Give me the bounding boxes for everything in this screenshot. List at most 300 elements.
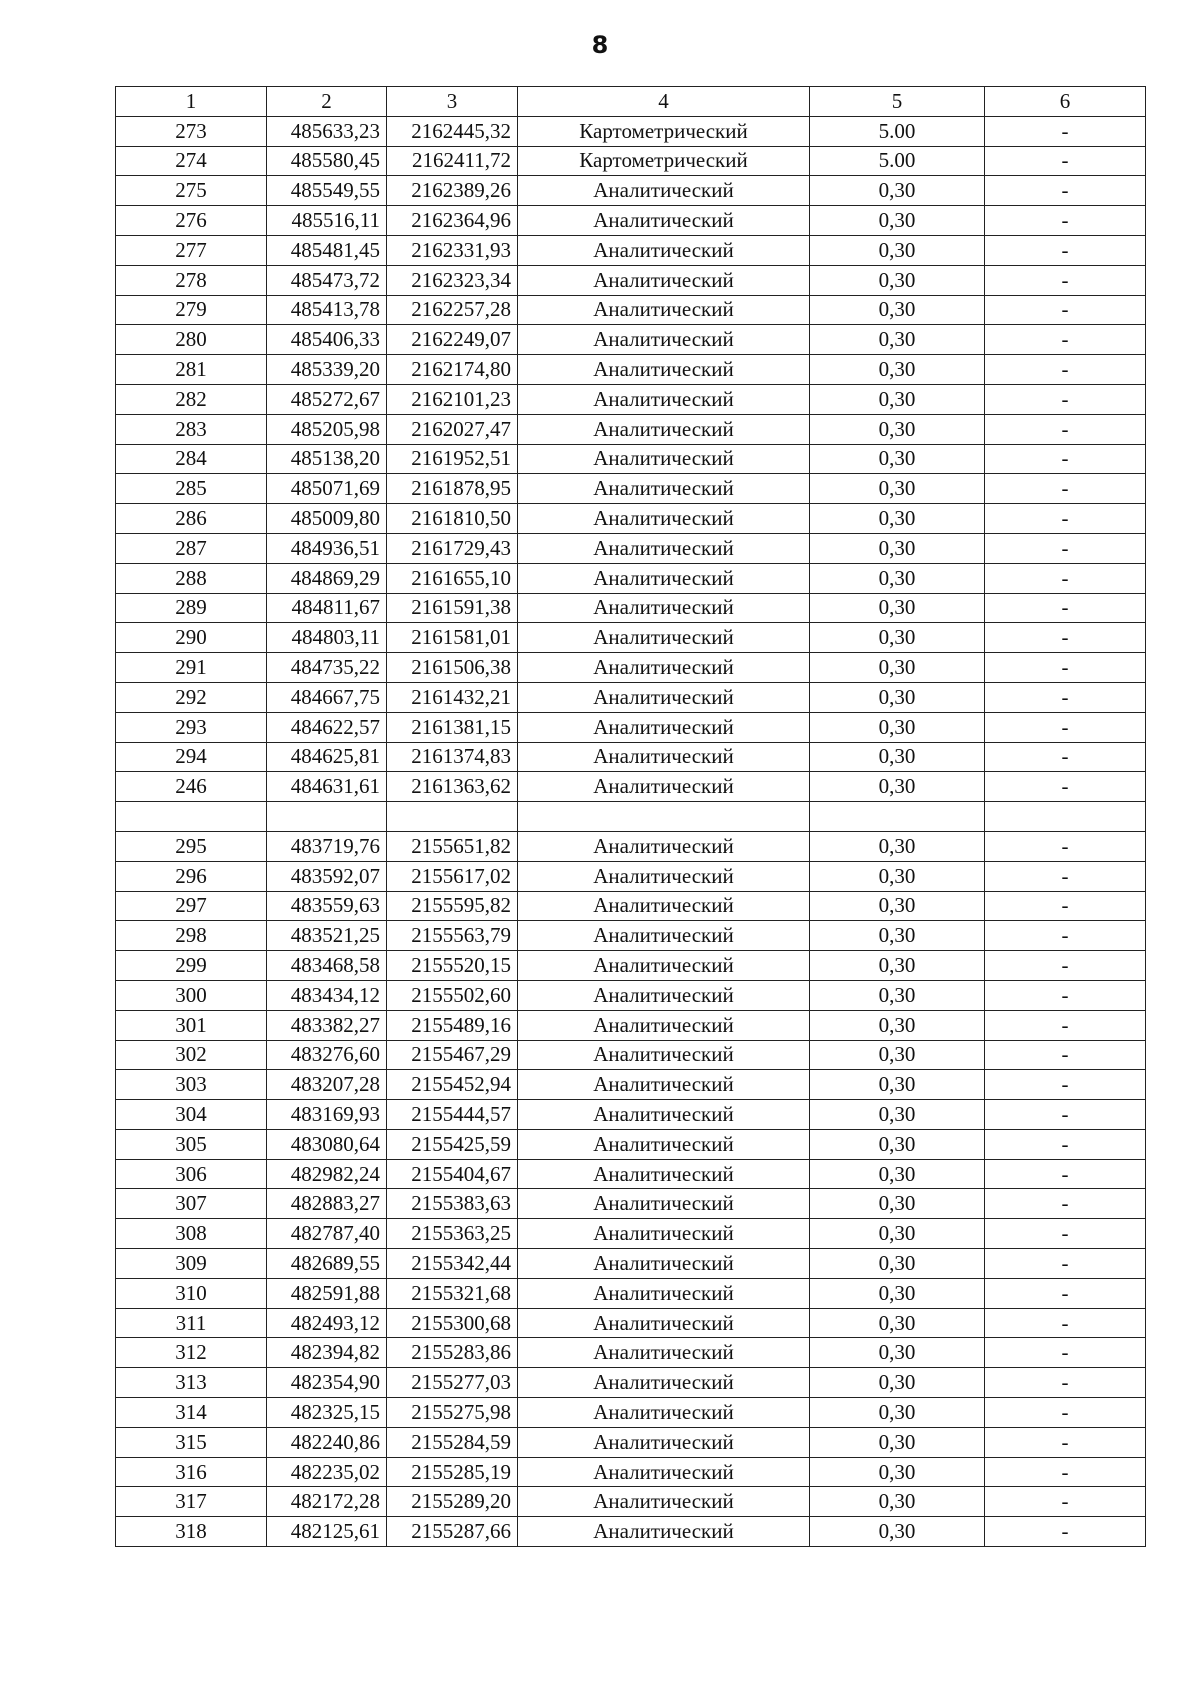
x-coordinate-cell: 482325,15: [267, 1398, 387, 1428]
table-row: [116, 1338, 1146, 1368]
x-coordinate-cell: 485633,23: [267, 116, 387, 146]
x-coordinate-cell: 485138,20: [267, 444, 387, 474]
method-cell: Аналитический: [518, 951, 810, 981]
method-cell: Аналитический: [518, 504, 810, 534]
note-cell: -: [985, 951, 1146, 981]
y-coordinate-cell: 2162445,32: [387, 116, 518, 146]
point-number-cell: 285: [116, 474, 267, 504]
point-number-cell: 303: [116, 1070, 267, 1100]
table-row: [116, 831, 1146, 861]
method-cell: Аналитический: [518, 980, 810, 1010]
y-coordinate-cell: 2155289,20: [387, 1487, 518, 1517]
point-number-cell: 279: [116, 295, 267, 325]
y-coordinate-cell: 2162364,96: [387, 206, 518, 236]
point-number-cell: 304: [116, 1100, 267, 1130]
note-cell: -: [985, 384, 1146, 414]
x-coordinate-cell: 482493,12: [267, 1308, 387, 1338]
x-coordinate-cell: 484667,75: [267, 682, 387, 712]
accuracy-cell: 0,30: [810, 176, 985, 206]
x-coordinate-cell: 485473,72: [267, 265, 387, 295]
note-cell: -: [985, 623, 1146, 653]
accuracy-cell: 0,30: [810, 206, 985, 236]
method-cell: Аналитический: [518, 1040, 810, 1070]
method-cell: Аналитический: [518, 1159, 810, 1189]
note-cell: -: [985, 891, 1146, 921]
accuracy-cell: 0,30: [810, 712, 985, 742]
y-coordinate-cell: 2155283,86: [387, 1338, 518, 1368]
table-row: [116, 1398, 1146, 1428]
point-number-cell: 307: [116, 1189, 267, 1219]
note-cell: -: [985, 653, 1146, 683]
method-cell: Аналитический: [518, 1487, 810, 1517]
method-cell: Аналитический: [518, 1308, 810, 1338]
x-coordinate-cell: 482982,24: [267, 1159, 387, 1189]
method-cell: Аналитический: [518, 653, 810, 683]
point-number-cell: 309: [116, 1249, 267, 1279]
x-coordinate-cell: 485071,69: [267, 474, 387, 504]
note-cell: -: [985, 1189, 1146, 1219]
accuracy-cell: 0,30: [810, 1129, 985, 1159]
note-cell: -: [985, 1338, 1146, 1368]
note-cell: -: [985, 1159, 1146, 1189]
page-number: 8: [591, 31, 609, 59]
point-number-cell: 284: [116, 444, 267, 474]
note-cell: -: [985, 1100, 1146, 1130]
y-coordinate-cell: 2161591,38: [387, 593, 518, 623]
table-row: [116, 712, 1146, 742]
accuracy-cell: 0,30: [810, 623, 985, 653]
method-cell: Аналитический: [518, 772, 810, 802]
y-coordinate-cell: 2155383,63: [387, 1189, 518, 1219]
accuracy-cell: 0,30: [810, 891, 985, 921]
accuracy-cell: 0,30: [810, 325, 985, 355]
x-coordinate-cell: 484622,57: [267, 712, 387, 742]
method-cell: Аналитический: [518, 1398, 810, 1428]
table-row: [116, 1278, 1146, 1308]
x-coordinate-cell: 483382,27: [267, 1010, 387, 1040]
x-coordinate-cell: 482689,55: [267, 1249, 387, 1279]
method-cell: Аналитический: [518, 206, 810, 236]
accuracy-cell: 0,30: [810, 355, 985, 385]
header-cell: 3: [387, 87, 518, 117]
accuracy-cell: 5.00: [810, 116, 985, 146]
table-row: [116, 951, 1146, 981]
point-number-cell: 278: [116, 265, 267, 295]
accuracy-cell: 0,30: [810, 593, 985, 623]
point-number-cell: 296: [116, 861, 267, 891]
y-coordinate-cell: 2155404,67: [387, 1159, 518, 1189]
x-coordinate-cell: 484735,22: [267, 653, 387, 683]
note-cell: -: [985, 325, 1146, 355]
accuracy-cell: 0,30: [810, 504, 985, 534]
table-row: [116, 265, 1146, 295]
x-coordinate-cell: 485406,33: [267, 325, 387, 355]
table-row: [116, 414, 1146, 444]
table-row: [116, 653, 1146, 683]
note-cell: -: [985, 1487, 1146, 1517]
x-coordinate-cell: 484811,67: [267, 593, 387, 623]
table-row: [116, 682, 1146, 712]
accuracy-cell: 0,30: [810, 1189, 985, 1219]
point-number-cell: 316: [116, 1457, 267, 1487]
table-row: [116, 1249, 1146, 1279]
method-cell: Аналитический: [518, 176, 810, 206]
y-coordinate-cell: 2162027,47: [387, 414, 518, 444]
table-row: [116, 206, 1146, 236]
accuracy-cell: 0,30: [810, 1040, 985, 1070]
y-coordinate-cell: 2161810,50: [387, 504, 518, 534]
y-coordinate-cell: 2155287,66: [387, 1517, 518, 1547]
method-cell: Аналитический: [518, 593, 810, 623]
y-coordinate-cell: 2161952,51: [387, 444, 518, 474]
y-coordinate-cell: 2161878,95: [387, 474, 518, 504]
table-row: [116, 802, 1146, 832]
point-number-cell: 293: [116, 712, 267, 742]
table-row: [116, 146, 1146, 176]
x-coordinate-cell: 482235,02: [267, 1457, 387, 1487]
note-cell: -: [985, 742, 1146, 772]
x-coordinate-cell: 484803,11: [267, 623, 387, 653]
point-number-cell: 287: [116, 533, 267, 563]
method-cell: Аналитический: [518, 861, 810, 891]
point-number-cell: 308: [116, 1219, 267, 1249]
y-coordinate-cell: 2155502,60: [387, 980, 518, 1010]
point-number-cell: 289: [116, 593, 267, 623]
note-cell: -: [985, 1010, 1146, 1040]
accuracy-cell: 5.00: [810, 146, 985, 176]
note-cell: -: [985, 921, 1146, 951]
note-cell: -: [985, 980, 1146, 1010]
accuracy-cell: 0,30: [810, 265, 985, 295]
method-cell: Аналитический: [518, 1010, 810, 1040]
table-row: [116, 384, 1146, 414]
note-cell: [985, 802, 1146, 832]
y-coordinate-cell: 2155467,29: [387, 1040, 518, 1070]
note-cell: -: [985, 1249, 1146, 1279]
note-cell: -: [985, 831, 1146, 861]
method-cell: Аналитический: [518, 831, 810, 861]
x-coordinate-cell: 485413,78: [267, 295, 387, 325]
y-coordinate-cell: 2161581,01: [387, 623, 518, 653]
accuracy-cell: 0,30: [810, 1249, 985, 1279]
table-row: [116, 1100, 1146, 1130]
point-number-cell: [116, 802, 267, 832]
x-coordinate-cell: 482591,88: [267, 1278, 387, 1308]
y-coordinate-cell: 2155444,57: [387, 1100, 518, 1130]
table-row: [116, 1070, 1146, 1100]
method-cell: Аналитический: [518, 384, 810, 414]
accuracy-cell: 0,30: [810, 951, 985, 981]
method-cell: Аналитический: [518, 444, 810, 474]
method-cell: Аналитический: [518, 235, 810, 265]
note-cell: -: [985, 1219, 1146, 1249]
point-number-cell: 282: [116, 384, 267, 414]
x-coordinate-cell: 482354,90: [267, 1368, 387, 1398]
method-cell: Аналитический: [518, 682, 810, 712]
accuracy-cell: [810, 802, 985, 832]
x-coordinate-cell: 482172,28: [267, 1487, 387, 1517]
x-coordinate-cell: 484625,81: [267, 742, 387, 772]
point-number-cell: 305: [116, 1129, 267, 1159]
accuracy-cell: 0,30: [810, 563, 985, 593]
y-coordinate-cell: 2155342,44: [387, 1249, 518, 1279]
point-number-cell: 292: [116, 682, 267, 712]
accuracy-cell: 0,30: [810, 1219, 985, 1249]
method-cell: Аналитический: [518, 623, 810, 653]
x-coordinate-cell: 483169,93: [267, 1100, 387, 1130]
point-number-cell: 317: [116, 1487, 267, 1517]
y-coordinate-cell: 2161374,83: [387, 742, 518, 772]
point-number-cell: 313: [116, 1368, 267, 1398]
x-coordinate-cell: 485481,45: [267, 235, 387, 265]
y-coordinate-cell: 2162411,72: [387, 146, 518, 176]
table-row: [116, 355, 1146, 385]
y-coordinate-cell: 2155489,16: [387, 1010, 518, 1040]
note-cell: -: [985, 1427, 1146, 1457]
y-coordinate-cell: 2155651,82: [387, 831, 518, 861]
y-coordinate-cell: 2162174,80: [387, 355, 518, 385]
y-coordinate-cell: [387, 802, 518, 832]
point-number-cell: 310: [116, 1278, 267, 1308]
table-row: [116, 504, 1146, 534]
point-number-cell: 286: [116, 504, 267, 534]
x-coordinate-cell: 482125,61: [267, 1517, 387, 1547]
y-coordinate-cell: 2155285,19: [387, 1457, 518, 1487]
table-row: [116, 772, 1146, 802]
table-row: [116, 1189, 1146, 1219]
method-cell: Аналитический: [518, 921, 810, 951]
method-cell: Аналитический: [518, 414, 810, 444]
point-number-cell: 277: [116, 235, 267, 265]
x-coordinate-cell: 485516,11: [267, 206, 387, 236]
table-row: [116, 861, 1146, 891]
point-number-cell: 318: [116, 1517, 267, 1547]
point-number-cell: 298: [116, 921, 267, 951]
y-coordinate-cell: 2162257,28: [387, 295, 518, 325]
method-cell: Аналитический: [518, 712, 810, 742]
accuracy-cell: 0,30: [810, 1398, 985, 1428]
table-row: [116, 325, 1146, 355]
table-header-row: [116, 87, 1146, 117]
table-row: [116, 1487, 1146, 1517]
accuracy-cell: 0,30: [810, 653, 985, 683]
point-number-cell: 273: [116, 116, 267, 146]
header-cell: 1: [116, 87, 267, 117]
y-coordinate-cell: 2155300,68: [387, 1308, 518, 1338]
x-coordinate-cell: 482240,86: [267, 1427, 387, 1457]
x-coordinate-cell: 482394,82: [267, 1338, 387, 1368]
y-coordinate-cell: 2155277,03: [387, 1368, 518, 1398]
accuracy-cell: 0,30: [810, 1070, 985, 1100]
x-coordinate-cell: 483276,60: [267, 1040, 387, 1070]
accuracy-cell: 0,30: [810, 1487, 985, 1517]
table-body: [116, 116, 1146, 1546]
point-number-cell: 311: [116, 1308, 267, 1338]
note-cell: -: [985, 206, 1146, 236]
header-cell: 5: [810, 87, 985, 117]
point-number-cell: 312: [116, 1338, 267, 1368]
x-coordinate-cell: 483434,12: [267, 980, 387, 1010]
accuracy-cell: 0,30: [810, 921, 985, 951]
table-row: [116, 1368, 1146, 1398]
note-cell: -: [985, 772, 1146, 802]
note-cell: -: [985, 1308, 1146, 1338]
y-coordinate-cell: 2161381,15: [387, 712, 518, 742]
accuracy-cell: 0,30: [810, 474, 985, 504]
y-coordinate-cell: 2155520,15: [387, 951, 518, 981]
x-coordinate-cell: 485549,55: [267, 176, 387, 206]
method-cell: Аналитический: [518, 265, 810, 295]
note-cell: -: [985, 682, 1146, 712]
note-cell: -: [985, 1517, 1146, 1547]
note-cell: -: [985, 444, 1146, 474]
point-number-cell: 290: [116, 623, 267, 653]
point-number-cell: 291: [116, 653, 267, 683]
y-coordinate-cell: 2155617,02: [387, 861, 518, 891]
note-cell: -: [985, 1129, 1146, 1159]
table-row: [116, 235, 1146, 265]
table-row: [116, 1219, 1146, 1249]
y-coordinate-cell: 2161432,21: [387, 682, 518, 712]
method-cell: [518, 802, 810, 832]
table-row: [116, 533, 1146, 563]
y-coordinate-cell: 2155425,59: [387, 1129, 518, 1159]
note-cell: -: [985, 1070, 1146, 1100]
x-coordinate-cell: 485272,67: [267, 384, 387, 414]
accuracy-cell: 0,30: [810, 742, 985, 772]
table-row: [116, 1129, 1146, 1159]
y-coordinate-cell: 2162101,23: [387, 384, 518, 414]
method-cell: Аналитический: [518, 1100, 810, 1130]
accuracy-cell: 0,30: [810, 1308, 985, 1338]
method-cell: Аналитический: [518, 1278, 810, 1308]
note-cell: -: [985, 176, 1146, 206]
note-cell: -: [985, 712, 1146, 742]
table-row: [116, 593, 1146, 623]
table-row: [116, 1159, 1146, 1189]
x-coordinate-cell: 482883,27: [267, 1189, 387, 1219]
x-coordinate-cell: 483207,28: [267, 1070, 387, 1100]
y-coordinate-cell: 2162389,26: [387, 176, 518, 206]
method-cell: Аналитический: [518, 533, 810, 563]
table-row: [116, 742, 1146, 772]
y-coordinate-cell: 2155595,82: [387, 891, 518, 921]
x-coordinate-cell: 485580,45: [267, 146, 387, 176]
note-cell: -: [985, 533, 1146, 563]
method-cell: Аналитический: [518, 891, 810, 921]
table-row: [116, 1010, 1146, 1040]
table-row: [116, 1040, 1146, 1070]
table-row: [116, 891, 1146, 921]
y-coordinate-cell: 2161506,38: [387, 653, 518, 683]
accuracy-cell: 0,30: [810, 772, 985, 802]
point-number-cell: 306: [116, 1159, 267, 1189]
x-coordinate-cell: 483468,58: [267, 951, 387, 981]
header-cell: 2: [267, 87, 387, 117]
coordinates-table: [115, 86, 1146, 1547]
table-row: [116, 563, 1146, 593]
accuracy-cell: 0,30: [810, 1010, 985, 1040]
accuracy-cell: 0,30: [810, 1278, 985, 1308]
y-coordinate-cell: 2155321,68: [387, 1278, 518, 1308]
table-row: [116, 176, 1146, 206]
method-cell: Аналитический: [518, 295, 810, 325]
accuracy-cell: 0,30: [810, 235, 985, 265]
y-coordinate-cell: 2162323,34: [387, 265, 518, 295]
y-coordinate-cell: 2161729,43: [387, 533, 518, 563]
method-cell: Аналитический: [518, 1338, 810, 1368]
method-cell: Аналитический: [518, 474, 810, 504]
point-number-cell: 246: [116, 772, 267, 802]
y-coordinate-cell: 2162249,07: [387, 325, 518, 355]
note-cell: -: [985, 265, 1146, 295]
point-number-cell: 275: [116, 176, 267, 206]
accuracy-cell: 0,30: [810, 444, 985, 474]
accuracy-cell: 0,30: [810, 295, 985, 325]
point-number-cell: 274: [116, 146, 267, 176]
accuracy-cell: 0,30: [810, 682, 985, 712]
y-coordinate-cell: 2155452,94: [387, 1070, 518, 1100]
note-cell: -: [985, 355, 1146, 385]
point-number-cell: 314: [116, 1398, 267, 1428]
point-number-cell: 295: [116, 831, 267, 861]
method-cell: Картометрический: [518, 146, 810, 176]
point-number-cell: 280: [116, 325, 267, 355]
note-cell: -: [985, 563, 1146, 593]
x-coordinate-cell: 483559,63: [267, 891, 387, 921]
x-coordinate-cell: 483719,76: [267, 831, 387, 861]
table-row: [116, 1308, 1146, 1338]
note-cell: -: [985, 1457, 1146, 1487]
note-cell: -: [985, 504, 1146, 534]
point-number-cell: 299: [116, 951, 267, 981]
note-cell: -: [985, 474, 1146, 504]
table-row: [116, 1457, 1146, 1487]
point-number-cell: 301: [116, 1010, 267, 1040]
accuracy-cell: 0,30: [810, 1338, 985, 1368]
method-cell: Аналитический: [518, 1129, 810, 1159]
table-row: [116, 474, 1146, 504]
note-cell: -: [985, 1368, 1146, 1398]
table-row: [116, 444, 1146, 474]
header-cell: 6: [985, 87, 1146, 117]
method-cell: Аналитический: [518, 742, 810, 772]
x-coordinate-cell: 484631,61: [267, 772, 387, 802]
method-cell: Аналитический: [518, 1457, 810, 1487]
accuracy-cell: 0,30: [810, 831, 985, 861]
note-cell: -: [985, 235, 1146, 265]
table-row: [116, 623, 1146, 653]
method-cell: Аналитический: [518, 1517, 810, 1547]
note-cell: -: [985, 414, 1146, 444]
table-row: [116, 921, 1146, 951]
point-number-cell: 302: [116, 1040, 267, 1070]
method-cell: Картометрический: [518, 116, 810, 146]
method-cell: Аналитический: [518, 1249, 810, 1279]
note-cell: -: [985, 861, 1146, 891]
accuracy-cell: 0,30: [810, 533, 985, 563]
point-number-cell: 288: [116, 563, 267, 593]
x-coordinate-cell: 485339,20: [267, 355, 387, 385]
note-cell: -: [985, 1398, 1146, 1428]
method-cell: Аналитический: [518, 563, 810, 593]
y-coordinate-cell: 2155363,25: [387, 1219, 518, 1249]
accuracy-cell: 0,30: [810, 1427, 985, 1457]
table-row: [116, 980, 1146, 1010]
y-coordinate-cell: 2161363,62: [387, 772, 518, 802]
x-coordinate-cell: 485009,80: [267, 504, 387, 534]
method-cell: Аналитический: [518, 1368, 810, 1398]
